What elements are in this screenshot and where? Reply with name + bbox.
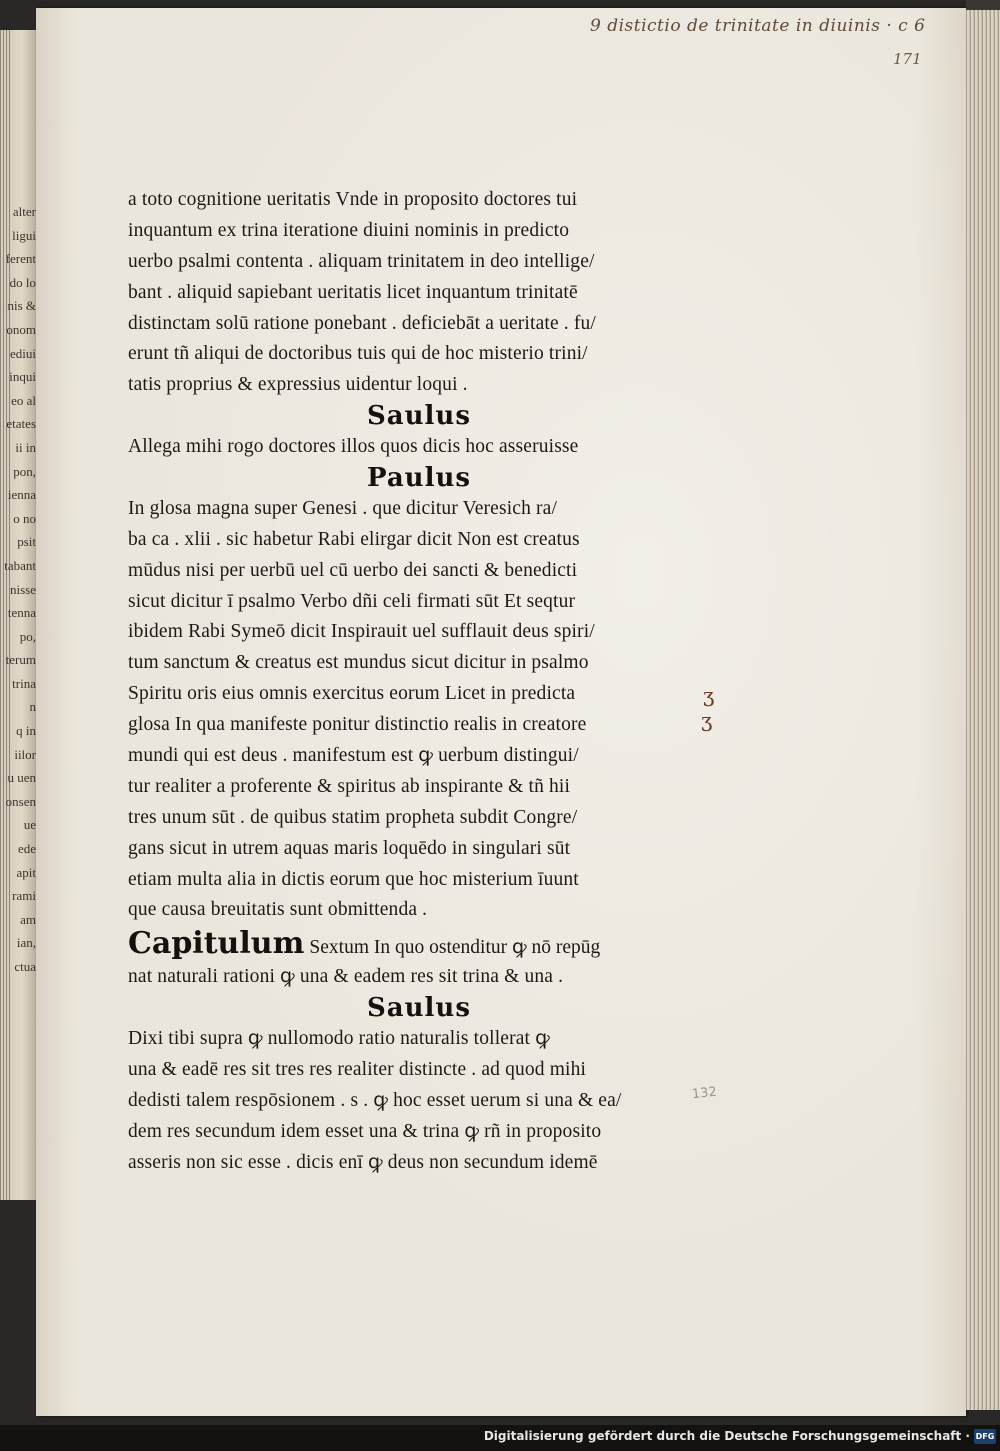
footer-credit: Digitalisierung gefördert durch die Deutsche Forschungsgemeinschaft · — [483, 1429, 970, 1443]
left-page-fragment: n — [29, 699, 36, 715]
left-page-fragment: tabant — [4, 557, 36, 573]
left-page-fragment: eo al — [11, 392, 36, 408]
text-line: uerbo psalmi contenta . aliquam trinitatem in deo intellige/ — [128, 250, 595, 272]
left-page-fragment: onom — [6, 321, 36, 337]
text-line: tur realiter a proferente & spiritus ab inspirante & tñ hii — [128, 775, 571, 797]
left-page-fragment: iilor — [14, 746, 36, 762]
margin-mark: ʒ — [703, 683, 715, 707]
left-page-fragment: ediui — [10, 345, 36, 361]
text-line: erunt tñ aliqui de doctoribus tuis qui de hoc misterio trini/ — [128, 343, 588, 365]
text-line: a toto cognitione ueritatis Vnde in proposito doctores tui — [128, 189, 578, 210]
left-page-fragment: ede — [17, 841, 36, 857]
left-page-fragment: q in — [16, 723, 36, 739]
left-page-fragment: u uen — [7, 770, 36, 786]
text-line: dem res secundum idem esset una & trina ꝙ rñ in proposito — [128, 1120, 602, 1142]
left-page-fragment: ian, — [16, 935, 36, 951]
speaker-heading: Paulus — [366, 463, 472, 494]
left-page-fragment: ii in — [15, 439, 36, 455]
text-line: Allega mihi rogo doctores illos quos dicis hoc asseruisse — [128, 436, 579, 458]
left-page-fragment: inqui — [9, 369, 36, 385]
left-page-fragment: trina — [12, 675, 36, 691]
text-line: glosa In qua manifeste ponitur distinctio realis in creatore — [128, 714, 587, 736]
text-line: etiam multa alia in dictis eorum que hoc misterium īuunt — [128, 868, 579, 890]
left-page-fragment: pon, — [13, 463, 36, 479]
text-line: dedisti talem respōsionem . s . ꝙ hoc esset uerum si una & ea/ — [128, 1089, 622, 1111]
text-line: tatis proprius & expressius uidentur loqui . — [128, 374, 468, 396]
text-line: bant . aliquid sapiebant ueritatis licet inquantum trinitatē — [128, 281, 578, 303]
footer-bar — [0, 1425, 1000, 1451]
text-line: inquantum ex trina iteratione diuini nominis in predicto — [128, 219, 570, 241]
chapter-heading — [128, 926, 710, 962]
text-line: Dixi tibi supra ꝙ nullomodo ratio naturalis tollerat ꝙ — [128, 1028, 550, 1050]
text-line: mūdus nisi per uerbū uel cū uerbo dei sancti & benedicti — [128, 559, 578, 581]
left-page-fragment: do lo — [9, 274, 36, 290]
left-page-fragment: psit — [17, 534, 36, 550]
chapter-word: Capitulum — [128, 926, 305, 962]
left-page-fragment: ferent — [5, 251, 36, 267]
text-line: ba ca . xlii . sic habetur Rabi elirgar dicit Non est creatus — [128, 528, 580, 550]
left-page-fragment: tenna — [7, 605, 36, 621]
margin-mark: ʒ — [701, 708, 713, 732]
folio-number: 171 — [893, 50, 922, 68]
chapter-text: Sextum In quo ostenditur ꝙ nō repūg — [309, 937, 601, 959]
left-page-fragment: alter — [12, 204, 36, 219]
left-page-fragment: am — [20, 911, 36, 927]
speaker-heading: Saulus — [367, 401, 471, 432]
text-line: ibidem Rabi Symeō dicit Inspirauit uel sufflauit deus spiri/ — [128, 621, 595, 643]
text-line: asseris non sic esse . dicis enī ꝙ deus non secundum idemē — [128, 1151, 598, 1173]
left-page-fragment: onsen — [5, 793, 36, 809]
text-block — [128, 185, 713, 1179]
left-page-fragment: ligui — [12, 227, 36, 243]
left-page-fragment: ctua — [14, 959, 36, 974]
text-line: nat naturali rationi ꝙ una & eadem res sit trina & una . — [128, 966, 564, 988]
text-line: In glosa magna super Genesi . que dicitur Veresich ra/ — [128, 497, 558, 519]
page-edge — [966, 10, 1000, 1410]
dfg-logo: DFG — [974, 1429, 996, 1444]
text-line: que causa breuitatis sunt obmittenda . — [128, 899, 428, 921]
left-page-text — [4, 200, 36, 979]
text-line: gans sicut in utrem aquas maris loquēdo in singulari sūt — [128, 837, 571, 859]
text-line: distinctam solū ratione ponebant . deficiebāt a ueritate . fu/ — [128, 312, 596, 334]
left-page-fragment: terum — [5, 652, 36, 668]
left-page-fragment: nis & — [7, 298, 36, 314]
left-page-fragment: po, — [19, 628, 36, 644]
speaker-heading: Saulus — [367, 993, 471, 1024]
left-page-fragment: o no — [13, 510, 36, 526]
left-page-fragment: ue — [23, 817, 36, 833]
left-page-fragment: nisse — [10, 581, 36, 597]
handwritten-annotation: 9 distictio de trinitate in diuinis · c 6 — [590, 16, 926, 36]
text-line: sicut dicitur ī psalmo Verbo dñi celi firmati sūt Et seqtur — [128, 590, 576, 612]
text-line: tres unum sūt . de quibus statim propheta subdit Congre/ — [128, 806, 578, 828]
text-line: Spiritu oris eius omnis exercitus eorum Licet in predicta — [128, 683, 576, 705]
left-page-fragment: rami — [12, 888, 36, 904]
text-line: tum sanctum & creatus est mundus sicut dicitur in psalmo — [128, 652, 589, 674]
left-page-fragment: ienna — [7, 487, 36, 503]
text-line: mundi qui est deus . manifestum est ꝙ uerbum distingui/ — [128, 745, 579, 767]
left-page-fragment: apit — [16, 864, 36, 880]
left-page-fragment: etates — [6, 416, 36, 432]
text-line: una & eadē res sit tres res realiter distincte . ad quod mihi — [128, 1059, 587, 1081]
pencil-number: 132 — [691, 1084, 718, 1103]
